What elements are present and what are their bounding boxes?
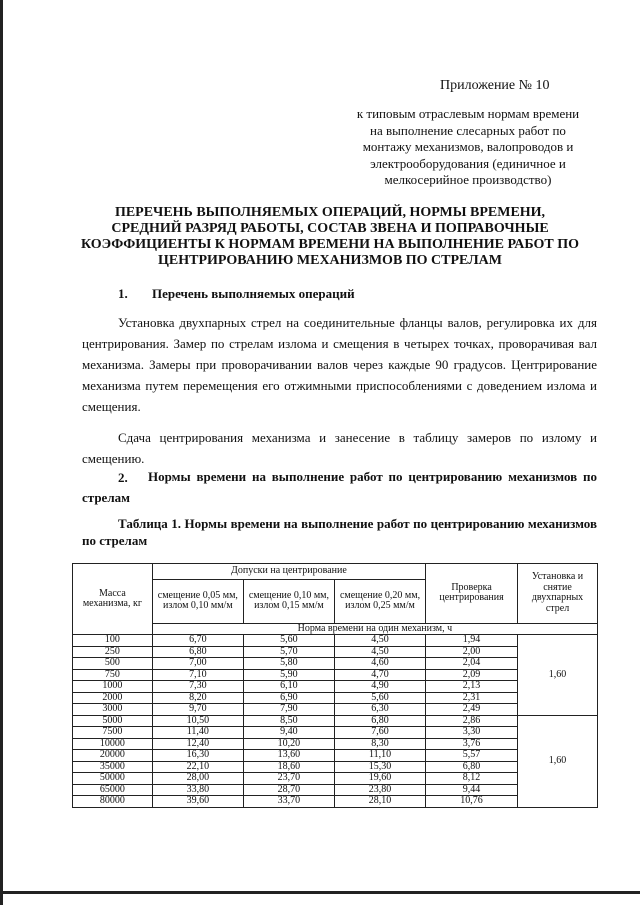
section1-paragraph2: Сдача центрирования механизма и занесение в таблицу замеров по излому и смещению.: [82, 430, 597, 466]
cell-value: 11,10: [334, 750, 425, 762]
cell-value: 8,20: [152, 692, 243, 704]
cell-mass: 80000: [73, 796, 153, 808]
cell-value: 19,60: [334, 773, 425, 785]
cell-value: 28,00: [152, 773, 243, 785]
cell-value: 10,20: [243, 738, 334, 750]
cell-value: 4,90: [334, 681, 425, 693]
cell-value: 5,70: [243, 646, 334, 658]
cell-value: 4,60: [334, 658, 425, 670]
cell-value: 6,80: [152, 646, 243, 658]
cell-value: 6,80: [334, 715, 425, 727]
appendix-subtitle: к типовым отраслевым нормам времени на выполнение слесарных работ по монтажу механизмов, валопроводов и электрооборудования (единичное и мелкосерийное производство): [356, 106, 580, 187]
cell-mass: 1000: [73, 681, 153, 693]
cell-value: 5,57: [426, 750, 518, 762]
section1-number: 1.: [118, 286, 128, 301]
table-row: [73, 635, 598, 647]
cell-mass: 5000: [73, 715, 153, 727]
cell-value: 5,60: [334, 692, 425, 704]
cell-value: 7,60: [334, 727, 425, 739]
scan-edge-bottom: [0, 891, 640, 894]
header-tolerance-1: смещение 0,05 мм, излом 0,10 мм/м: [152, 579, 243, 623]
cell-value: 6,10: [243, 681, 334, 693]
cell-value: 22,10: [152, 761, 243, 773]
header-mass: Масса механизма, кг: [73, 564, 153, 635]
cell-mass: 2000: [73, 692, 153, 704]
cell-value: 1,94: [426, 635, 518, 647]
cell-value: 16,30: [152, 750, 243, 762]
cell-value: 8,12: [426, 773, 518, 785]
cell-value: 2,31: [426, 692, 518, 704]
cell-value: 13,60: [243, 750, 334, 762]
header-tolerance-group: Допуски на центрирование: [152, 564, 425, 580]
cell-mass: 3000: [73, 704, 153, 716]
cell-value: 12,40: [152, 738, 243, 750]
section2-heading: Нормы времени на выполнение работ по центрированию механизмов по стрелам: [82, 469, 597, 505]
cell-value: 15,30: [334, 761, 425, 773]
cell-mass: 50000: [73, 773, 153, 785]
cell-value: 9,44: [426, 784, 518, 796]
norms-table: [72, 563, 598, 808]
cell-value: 7,90: [243, 704, 334, 716]
cell-value: 2,13: [426, 681, 518, 693]
cell-value: 5,80: [243, 658, 334, 670]
cell-value: 6,80: [426, 761, 518, 773]
cell-install: 1,60: [518, 635, 598, 716]
cell-value: 39,60: [152, 796, 243, 808]
cell-mass: 100: [73, 635, 153, 647]
cell-mass: 35000: [73, 761, 153, 773]
cell-mass: 7500: [73, 727, 153, 739]
section1-heading: Перечень выполняемых операций: [152, 286, 355, 301]
header-tolerance-2: смещение 0,10 мм, излом 0,15 мм/м: [243, 579, 334, 623]
cell-value: 23,80: [334, 784, 425, 796]
header-norm-row: Норма времени на один механизм, ч: [152, 623, 597, 635]
cell-value: 33,80: [152, 784, 243, 796]
cell-value: 4,70: [334, 669, 425, 681]
cell-value: 8,50: [243, 715, 334, 727]
cell-value: 23,70: [243, 773, 334, 785]
cell-install: 1,60: [518, 715, 598, 807]
scan-edge-left: [0, 0, 3, 905]
cell-value: 7,00: [152, 658, 243, 670]
cell-value: 11,40: [152, 727, 243, 739]
cell-mass: 65000: [73, 784, 153, 796]
section2-number: 2.: [118, 470, 128, 485]
cell-value: 28,10: [334, 796, 425, 808]
appendix-title: Приложение № 10: [440, 78, 550, 93]
table-row: [73, 715, 598, 727]
cell-value: 3,76: [426, 738, 518, 750]
cell-value: 6,30: [334, 704, 425, 716]
cell-value: 9,70: [152, 704, 243, 716]
cell-value: 6,70: [152, 635, 243, 647]
cell-value: 8,30: [334, 738, 425, 750]
cell-value: 2,04: [426, 658, 518, 670]
cell-value: 10,76: [426, 796, 518, 808]
cell-mass: 500: [73, 658, 153, 670]
cell-value: 18,60: [243, 761, 334, 773]
document-title: ПЕРЕЧЕНЬ ВЫПОЛНЯЕМЫХ ОПЕРАЦИЙ, НОРМЫ ВРЕМЕНИ, СРЕДНИЙ РАЗРЯД РАБОТЫ, СОСТАВ ЗВЕНА И ПОПРАВОЧНЫЕ КОЭФФИЦИЕНТЫ К НОРМАМ ВРЕМЕНИ НА ВЫПОЛНЕНИЕ РАБОТ ПО ЦЕНТРИРОВАНИЮ МЕХАНИЗМОВ ПО СТРЕЛАМ: [80, 205, 580, 268]
cell-mass: 20000: [73, 750, 153, 762]
cell-value: 10,50: [152, 715, 243, 727]
cell-value: 33,70: [243, 796, 334, 808]
cell-value: 2,09: [426, 669, 518, 681]
header-install: Установка и снятие двухпарных стрел: [518, 564, 598, 624]
cell-value: 2,49: [426, 704, 518, 716]
cell-mass: 250: [73, 646, 153, 658]
table-caption: Таблица 1. Нормы времени на выполнение работ по центрированию механизмов по стрелам: [82, 516, 597, 548]
cell-mass: 750: [73, 669, 153, 681]
cell-value: 2,00: [426, 646, 518, 658]
cell-value: 5,90: [243, 669, 334, 681]
section1-paragraph1: Установка двухпарных стрел на соединительные фланцы валов, регулировка их для центрирования. Замер по стрелам излома и смещения в четырех точках, проворачивая вал механизма. Замеры при проворачивании валов через каждые 90 градусов. Центрирование механизма путем перемещения его отжимными приспособлениями с доведением излома и смещения.: [82, 315, 597, 414]
cell-value: 6,90: [243, 692, 334, 704]
header-tolerance-3: смещение 0,20 мм, излом 0,25 мм/м: [334, 579, 425, 623]
cell-value: 4,50: [334, 646, 425, 658]
cell-mass: 10000: [73, 738, 153, 750]
cell-value: 3,30: [426, 727, 518, 739]
cell-value: 28,70: [243, 784, 334, 796]
cell-value: 2,86: [426, 715, 518, 727]
cell-value: 7,30: [152, 681, 243, 693]
cell-value: 9,40: [243, 727, 334, 739]
cell-value: 4,50: [334, 635, 425, 647]
header-check: Проверка центрирования: [426, 564, 518, 624]
cell-value: 7,10: [152, 669, 243, 681]
cell-value: 5,60: [243, 635, 334, 647]
